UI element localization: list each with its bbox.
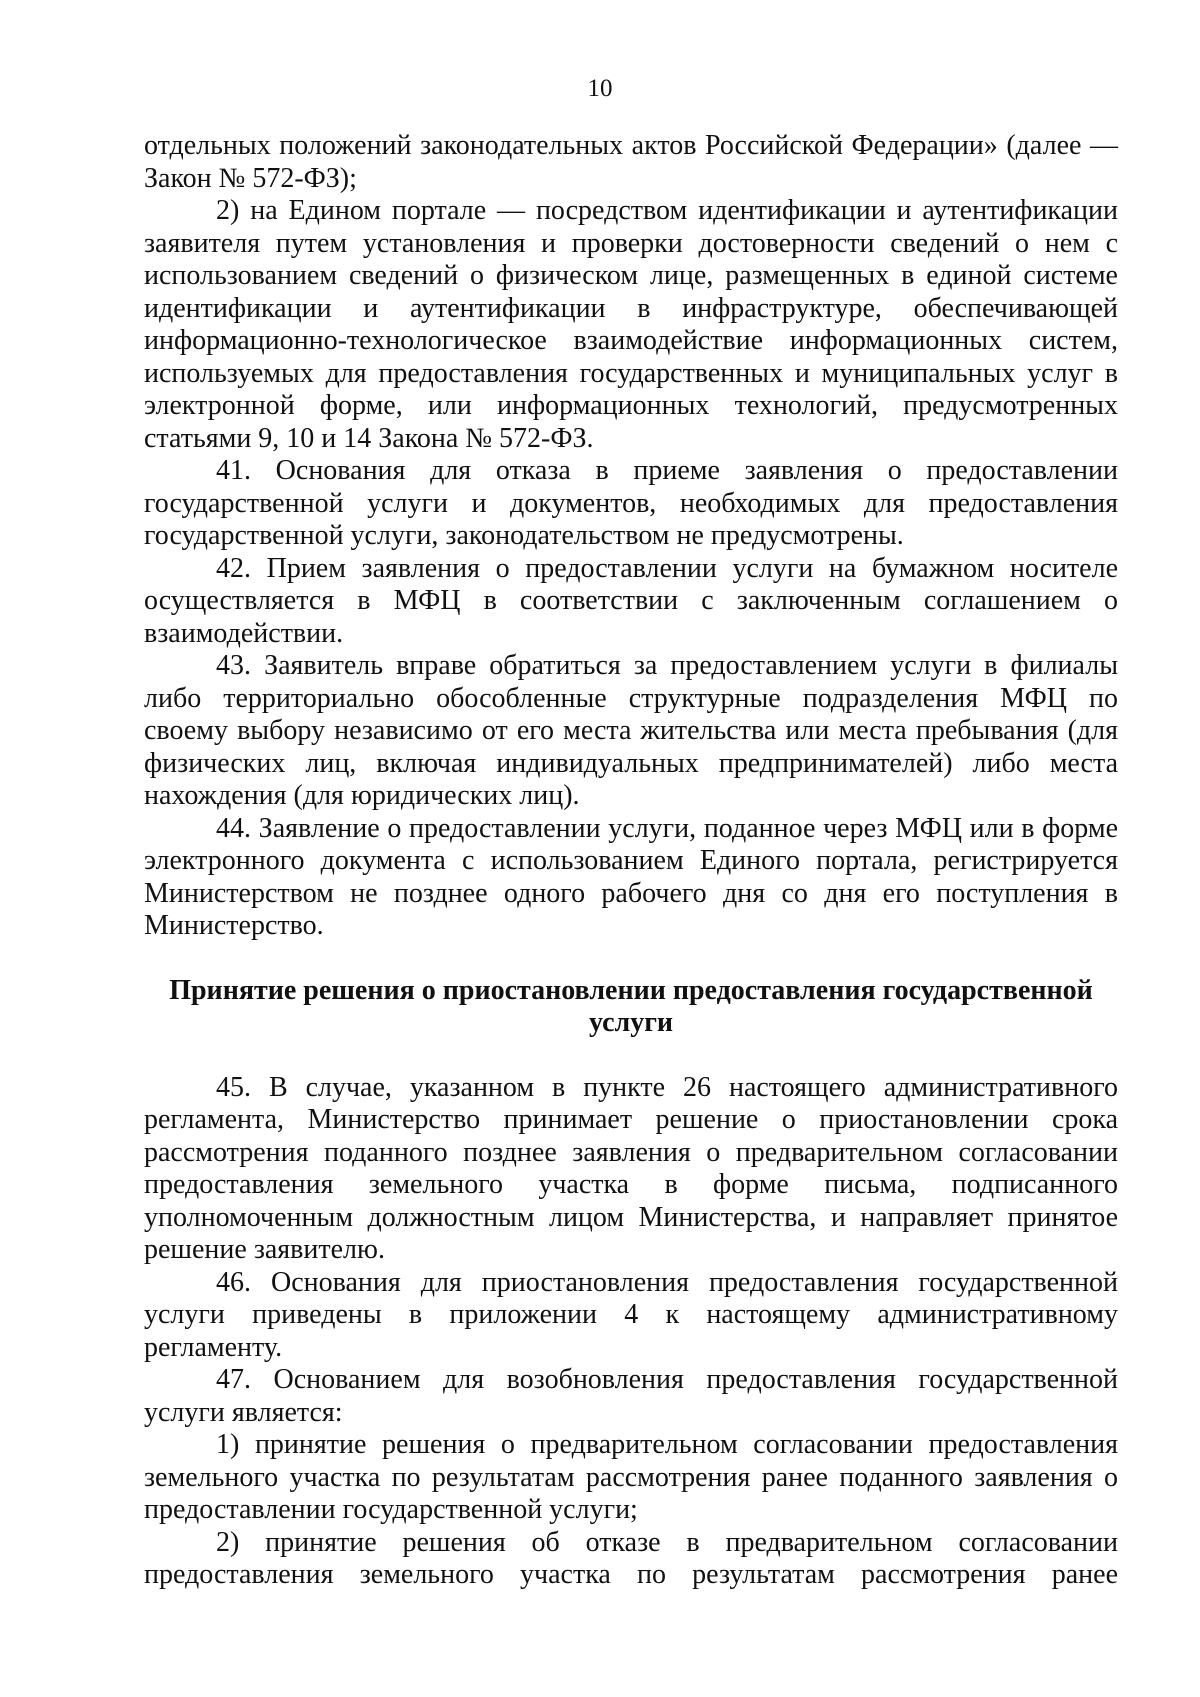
paragraph-item-2-portal: 2) на Едином портале — посредством идентификации и аутентификации заявителя путем установления и проверки достоверности сведений о нем с использованием сведений о физическом лице, размещенных в единой системе идентификации и аутентификации в инфраструктуре, обеспечивающей информационно-технологическое взаимодействие информационных систем, используемых для предоставления государственных и муниципальных услуг в электронной форме, или информационных технологий, предусмотренных статьями 9, 10 и 14 Закона № 572-ФЗ. xyxy=(144,195,1118,454)
section-heading-line-2: услуги xyxy=(588,1007,674,1038)
paragraph-46: 46. Основания для приостановления предоставления государственной услуги приведены в приложении 4 к настоящему административному регламенту. xyxy=(144,1266,1118,1363)
paragraph-45: 45. В случае, указанном в пункте 26 настоящего административного регламента, Министерство принимает решение о приостановлении срока рассмотрения поданного позднее заявления о предварительном согласовании предоставления земельного участка в форме письма, подписанного уполномоченным должностным лицом Министерства, и направляет принятое решение заявителю. xyxy=(144,1071,1118,1265)
paragraph-47-item-2: 2) принятие решения об отказе в предварительном согласовании предоставления земельного участка по результатам рассмотрения ранее xyxy=(144,1526,1118,1590)
paragraph-44: 44. Заявление о предоставлении услуги, поданное через МФЦ или в форме электронного документа с использованием Единого портала, регистрируется Министерством не позднее одного рабочего дня со дня его поступления в Министерство. xyxy=(144,812,1118,941)
paragraph-continuation: отдельных положений законодательных актов Российской Федерации» (далее — Закон № 572-ФЗ); xyxy=(144,130,1118,194)
document-body xyxy=(144,130,1118,1592)
paragraph-47-item-1: 1) принятие решения о предварительном согласовании предоставления земельного участка по результатам рассмотрения ранее поданного заявления о предоставлении государственной услуги; xyxy=(144,1429,1118,1525)
paragraph-41: 41. Основания для отказа в приеме заявления о предоставлении государственной услуги и документов, необходимых для предоставления государственной услуги, законодательством не предусмотрены. xyxy=(144,455,1118,551)
section-heading-line-1: Принятие решения о приостановлении предоставления государственной xyxy=(169,974,1093,1006)
paragraph-47: 47. Основанием для возобновления предоставления государственной услуги является: xyxy=(144,1364,1118,1428)
paragraph-42: 42. Прием заявления о предоставлении услуги на бумажном носителе осуществляется в МФЦ в соответствии с заключенным соглашением о взаимодействии. xyxy=(144,552,1118,649)
paragraph-43: 43. Заявитель вправе обратиться за предоставлением услуги в филиалы либо территориально обособленные структурные подразделения МФЦ по своему выбору независимо от его места жительства или места пребывания (для физических лиц, включая индивидуальных предпринимателей) либо места нахождения (для юридических лиц). xyxy=(144,650,1118,811)
page-number: 10 xyxy=(587,75,613,102)
section-heading xyxy=(144,975,1118,1040)
